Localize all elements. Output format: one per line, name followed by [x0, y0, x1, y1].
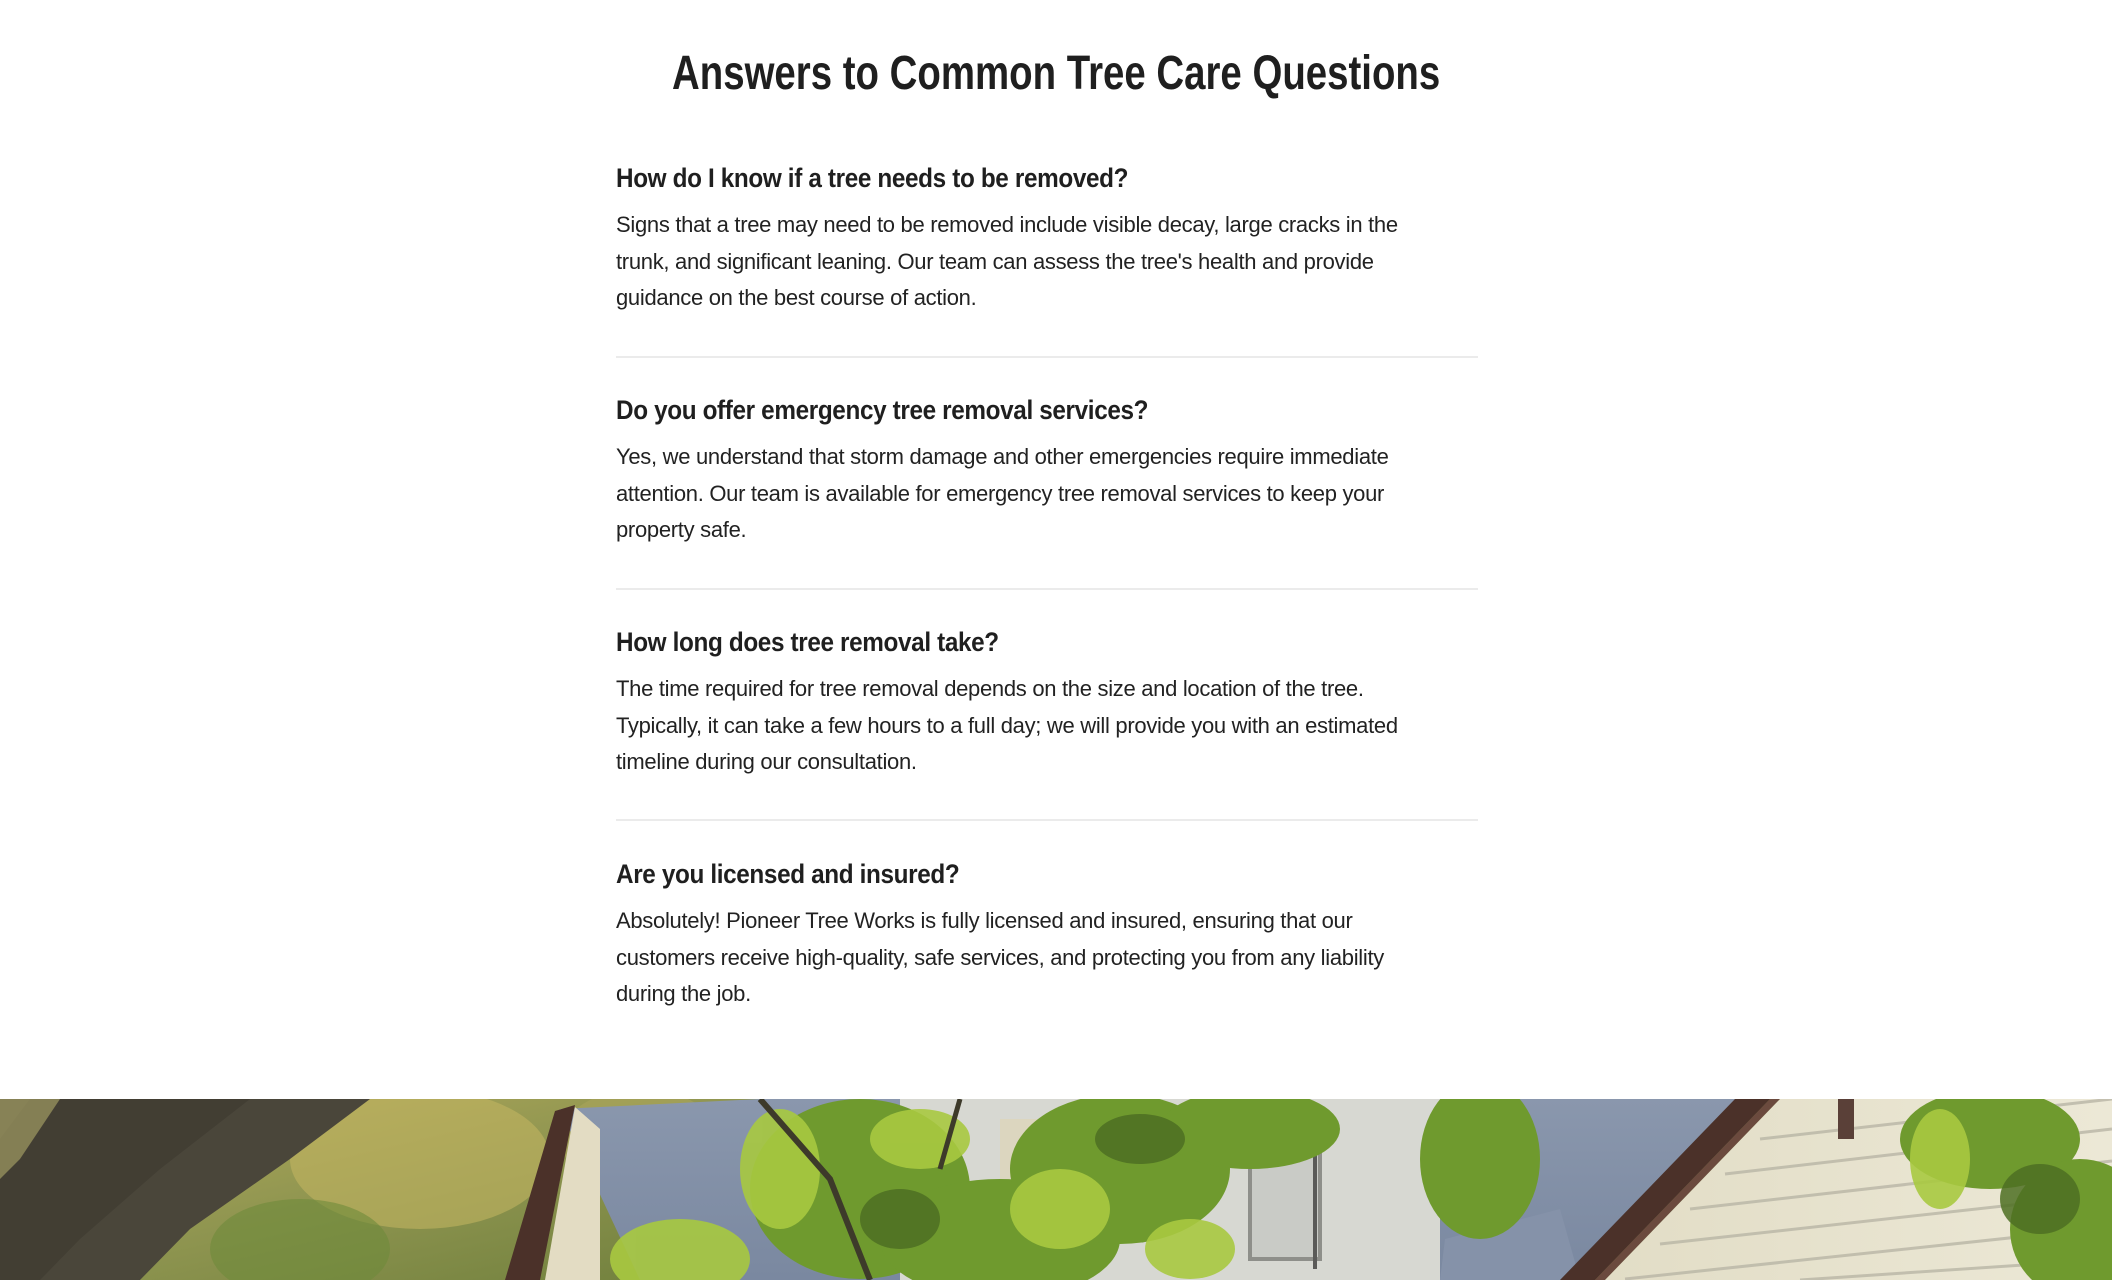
faq-answer-line: during the job. — [616, 981, 751, 1006]
faq-answer — [616, 671, 1516, 781]
faq-item — [616, 856, 1478, 1006]
faq-divider — [616, 588, 1478, 590]
faq-answer-line: Typically, it can take a few hours to a full day; we will provide you with an estimated — [616, 712, 1398, 738]
faq-answer-line: timeline during our consultation. — [616, 749, 917, 774]
faq-answer — [616, 439, 1516, 549]
faq-answer-line: property safe. — [616, 517, 747, 542]
faq-item — [616, 392, 1478, 542]
photo-illustration — [0, 1099, 2112, 1280]
faq-answer-line: guidance on the best course of action. — [616, 285, 977, 310]
faq-answer-line: Yes, we understand that storm damage and other emergencies require immediate — [616, 444, 1389, 469]
faq-question: How long does tree removal take? — [616, 627, 999, 657]
faq-answer-line: trunk, and significant leaning. Our team can assess the tree's health and provide — [616, 248, 1374, 274]
faq-item — [616, 624, 1478, 774]
faq-question: Do you offer emergency tree removal services? — [616, 395, 1149, 425]
faq-answer — [616, 903, 1516, 1013]
faq-divider — [616, 356, 1478, 358]
faq-answer-line: Absolutely! Pioneer Tree Works is fully licensed and insured, ensuring that our — [616, 908, 1353, 933]
faq-answer — [616, 207, 1516, 317]
faq-question: Are you licensed and insured? — [616, 859, 960, 889]
faq-answer-line: The time required for tree removal depends on the size and location of the tree. — [616, 676, 1364, 701]
faq-section-title: Answers to Common Tree Care Questions — [671, 47, 1441, 100]
faq-item — [616, 160, 1478, 310]
faq-question: How do I know if a tree needs to be removed? — [616, 163, 1129, 193]
house-tree-photo — [0, 1099, 2112, 1280]
faq-divider — [616, 819, 1478, 821]
faq-header — [0, 46, 2112, 102]
faq-answer-line: attention. Our team is available for emergency tree removal services to keep your — [616, 480, 1385, 506]
faq-answer-line: Signs that a tree may need to be removed include visible decay, large cracks in the — [616, 212, 1398, 237]
faq-answer-line: customers receive high-quality, safe services, and protecting you from any liability — [616, 944, 1384, 970]
